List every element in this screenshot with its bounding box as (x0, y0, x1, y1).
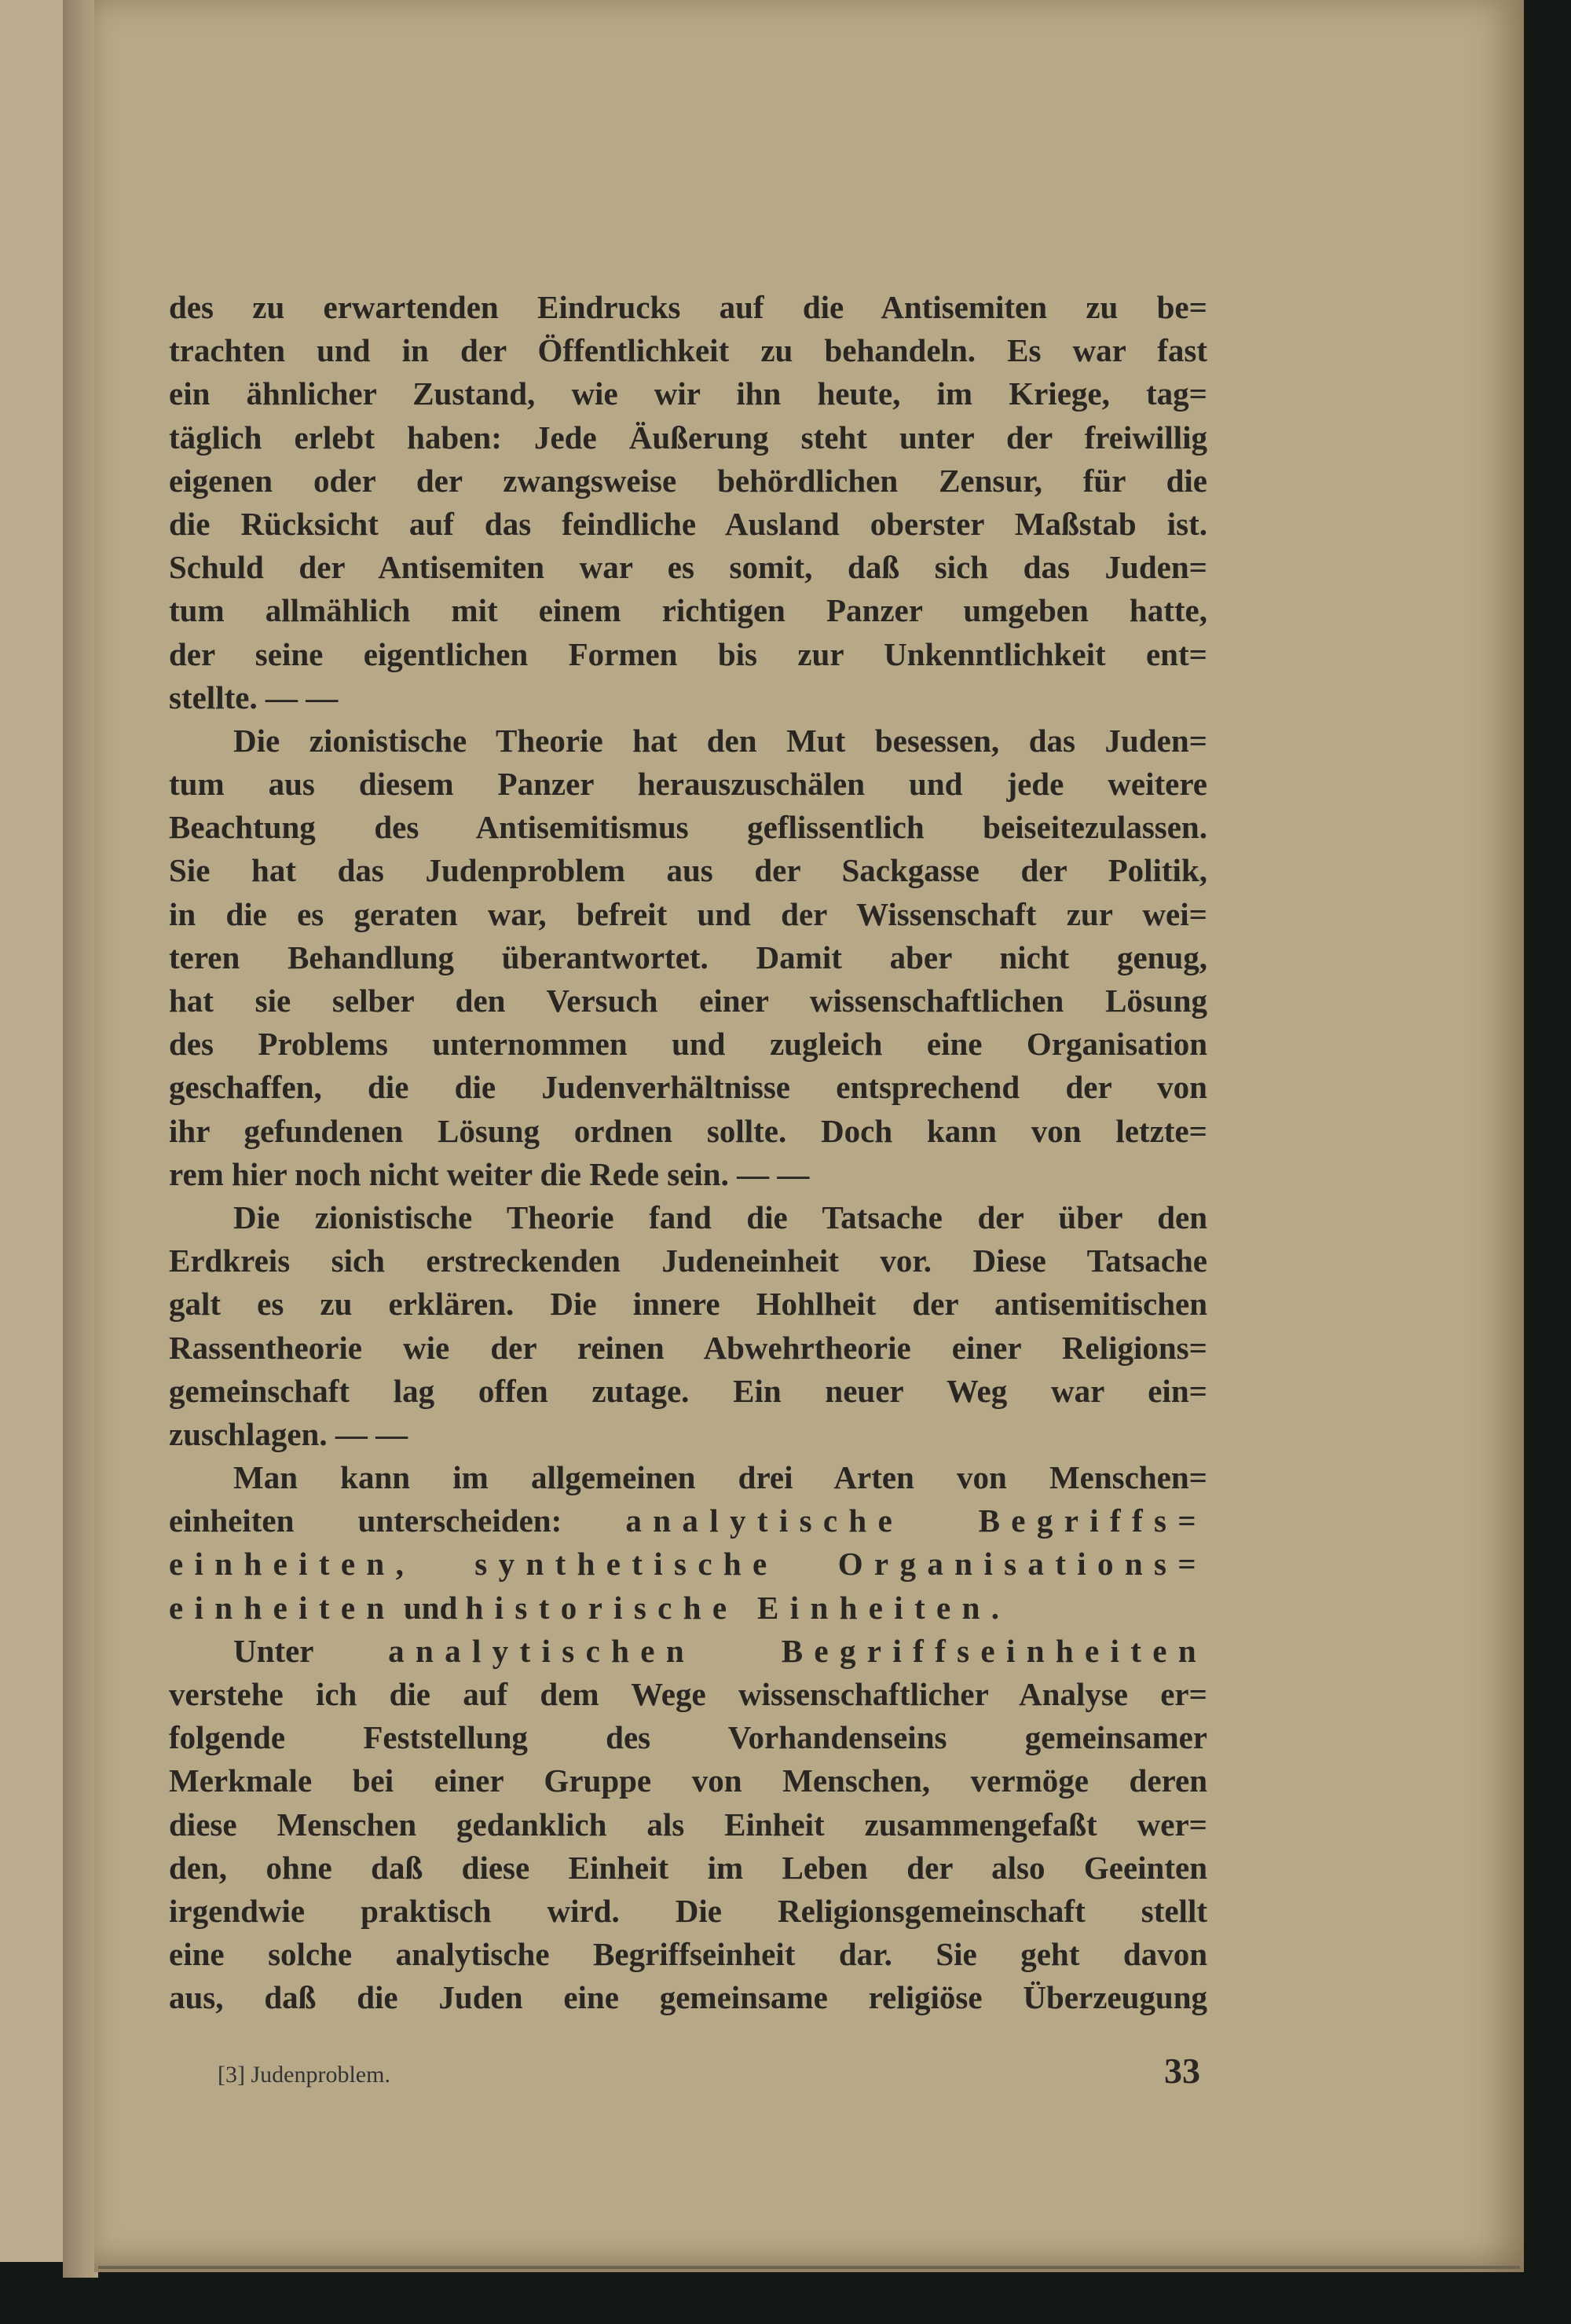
text-line (169, 1153, 1207, 1196)
signature-mark: [3] Judenproblem. (218, 2062, 390, 2088)
emphasized-text: einheiten (169, 1589, 396, 1626)
text-span: Merkmale bei einer Gruppe von Menschen, vermöge deren (169, 1762, 1207, 1799)
text-span: Man kann im allgemeinen drei Arten von Menschen= (233, 1459, 1207, 1496)
text-line (169, 1803, 1207, 1846)
text-span: Beachtung des Antisemitismus geflissentlich beiseitezulassen. (169, 809, 1207, 846)
text-span: ihr gefundenen Lösung ordnen sollte. Doch kann von letzte= (169, 1112, 1207, 1149)
text-line (169, 936, 1207, 979)
body-text (169, 286, 1207, 2020)
text-line (169, 979, 1207, 1023)
text-span: diese Menschen gedanklich als Einheit zusammengefaßt wer= (169, 1806, 1207, 1843)
text-line (169, 1716, 1207, 1759)
text-line (169, 1239, 1207, 1283)
book-binding (63, 0, 98, 2278)
text-span: trachten und in der Öffentlichkeit zu behandeln. Es war fast (169, 332, 1207, 369)
text-line (169, 1890, 1207, 1933)
text-line (169, 1066, 1207, 1109)
text-line (169, 1413, 1207, 1456)
page-number: 33 (1164, 2051, 1200, 2091)
text-span: folgende Feststellung des Vorhandenseins gemeinsamer (169, 1719, 1207, 1756)
text-span: Schuld der Antisemiten war es somit, daß sich das Juden= (169, 549, 1207, 586)
text-line (169, 1673, 1207, 1716)
text-line (169, 1976, 1207, 2019)
text-span: zuschlagen. — — (169, 1415, 408, 1452)
text-span: aus, daß die Juden eine gemeinsame religiöse Überzeugung (169, 1979, 1207, 2016)
text-span: tum aus diesem Panzer herauszuschälen und jede weitere (169, 766, 1207, 803)
text-line (169, 1499, 1207, 1543)
text-span: des zu erwartenden Eindrucks auf die Antisemiten zu be= (169, 289, 1207, 325)
text-span: den, ohne daß diese Einheit im Leben der also Geeinten (169, 1849, 1207, 1886)
emphasized-text: analytischen Begriffseinheiten (388, 1632, 1207, 1669)
text-span: irgendwie praktisch wird. Die Religionsgemeinschaft stellt (169, 1892, 1207, 1929)
text-line (169, 546, 1207, 589)
text-line (169, 416, 1207, 459)
text-span: eigenen oder der zwangsweise behördlichen Zensur, für die (169, 462, 1207, 499)
text-span: Die zionistische Theorie fand die Tatsache der über den (233, 1199, 1207, 1235)
text-line (169, 1110, 1207, 1153)
text-line (169, 1283, 1207, 1326)
text-line (169, 503, 1207, 546)
text-line (169, 1456, 1207, 1499)
text-line (169, 719, 1207, 763)
text-line (169, 1543, 1207, 1586)
text-span: rem hier noch nicht weiter die Rede sein. — — (169, 1155, 810, 1192)
text-span: stellte. — — (169, 679, 339, 715)
text-line (169, 1630, 1207, 1673)
text-line (169, 1587, 1207, 1630)
text-span: gemeinschaft lag offen zutage. Ein neuer Weg war ein= (169, 1372, 1207, 1409)
text-line (169, 1846, 1207, 1890)
text-line (169, 849, 1207, 892)
emphasized-text: einheiten, synthetische Organisations= (169, 1546, 1207, 1583)
text-line (169, 1023, 1207, 1066)
text-line (169, 1759, 1207, 1802)
text-line (169, 372, 1207, 415)
text-line (169, 589, 1207, 632)
text-line (169, 763, 1207, 806)
emphasized-text: analytische Begriffs= (625, 1502, 1208, 1539)
text-span: in die es geraten war, befreit und der Wissenschaft zur wei= (169, 895, 1207, 932)
text-span: einheiten unterscheiden: (169, 1502, 626, 1539)
text-line (169, 633, 1207, 676)
text-span: tum allmählich mit einem richtigen Panzer umgeben hatte, (169, 592, 1207, 629)
emphasized-text: historische Einheiten. (465, 1589, 1011, 1626)
text-span: des Problems unternommen und zugleich eine Organisation (169, 1026, 1207, 1063)
text-span: verstehe ich die auf dem Wege wissenschaftlicher Analyse er= (169, 1676, 1207, 1712)
text-span: teren Behandlung überantwortet. Damit aber nicht genug, (169, 939, 1207, 975)
text-span: geschaffen, die die Judenverhältnisse entsprechend der von (169, 1069, 1207, 1106)
text-line (169, 1327, 1207, 1370)
text-span: Erdkreis sich erstreckenden Judeneinheit vor. Diese Tatsache (169, 1243, 1207, 1279)
text-span: galt es zu erklären. Die innere Hohlheit der antisemitischen (169, 1286, 1207, 1323)
text-line (169, 329, 1207, 372)
text-span: der seine eigentlichen Formen bis zur Unkenntlichkeit ent= (169, 635, 1207, 672)
text-line (169, 676, 1207, 719)
text-span: Unter (233, 1632, 389, 1669)
text-span: hat sie selber den Versuch einer wissenschaftlichen Lösung (169, 983, 1207, 1019)
text-span: Rassentheorie wie der reinen Abwehrtheorie einer Religions= (169, 1329, 1207, 1366)
text-line (169, 806, 1207, 849)
text-span: und (395, 1589, 466, 1626)
text-line (169, 1933, 1207, 1976)
text-line (169, 1196, 1207, 1239)
text-line (169, 893, 1207, 936)
text-span: täglich erlebt haben: Jede Äußerung steht unter der freiwillig (169, 419, 1207, 456)
text-line (169, 459, 1207, 503)
previous-page-edge (0, 0, 63, 2262)
text-span: die Rücksicht auf das feindliche Ausland oberster Maßstab ist. (169, 505, 1207, 542)
page-bottom-edge (98, 2266, 1520, 2269)
text-line (169, 286, 1207, 329)
text-span: ein ähnlicher Zustand, wie wir ihn heute, im Kriege, tag= (169, 375, 1207, 412)
text-span: Die zionistische Theorie hat den Mut besessen, das Juden= (233, 722, 1207, 759)
text-line (169, 1370, 1207, 1413)
text-span: Sie hat das Judenproblem aus der Sackgasse der Politik, (169, 852, 1207, 889)
text-span: eine solche analytische Begriffseinheit dar. Sie geht davon (169, 1936, 1207, 1973)
